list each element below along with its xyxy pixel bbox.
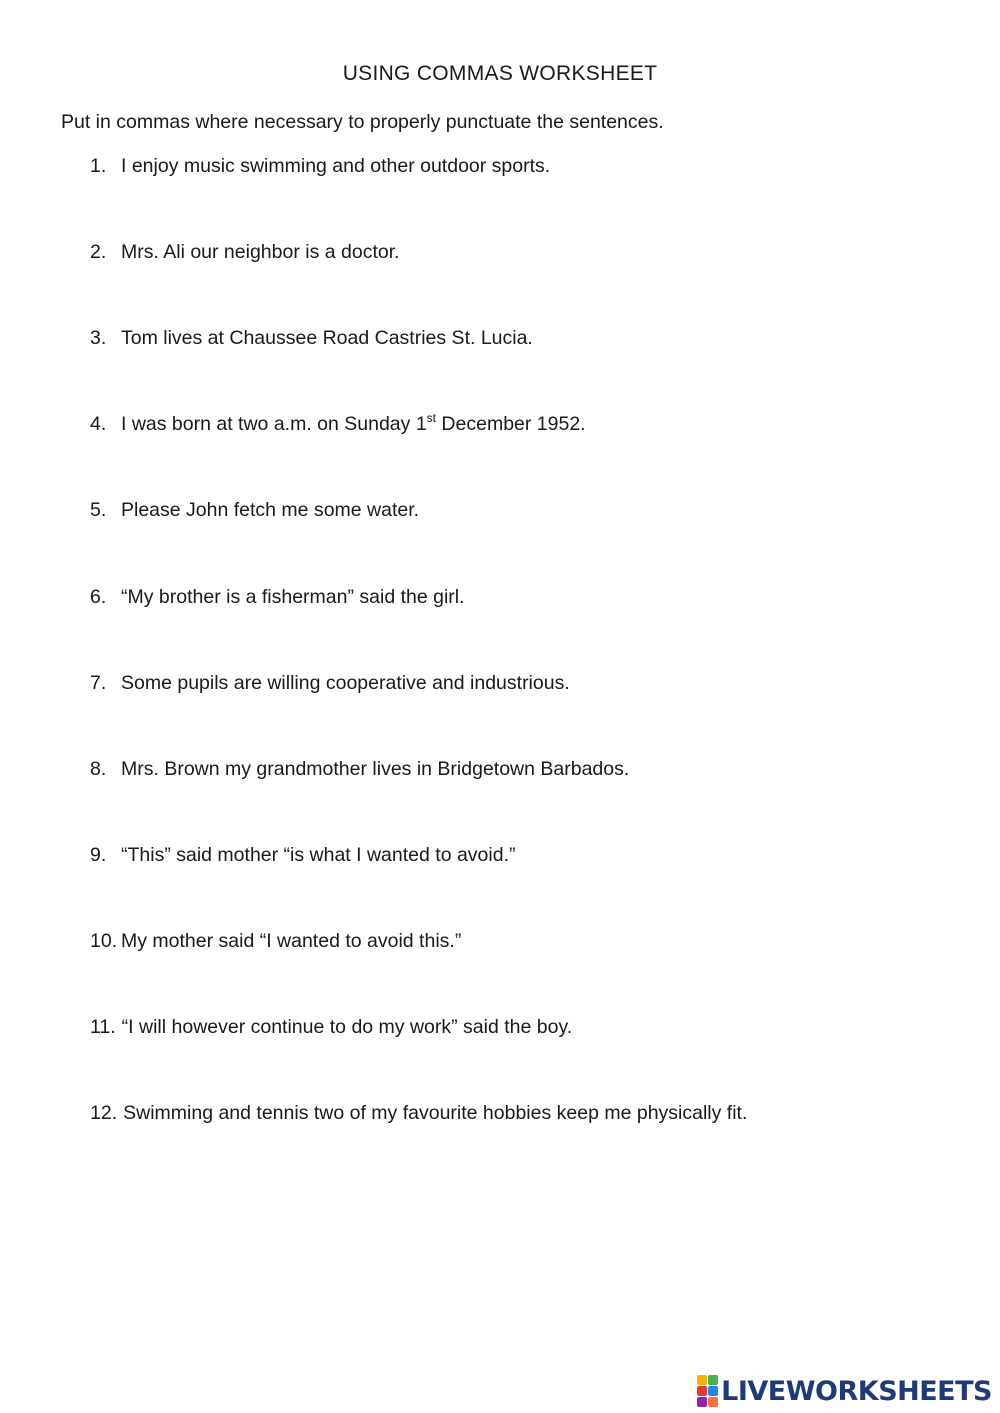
- question-number: 1.: [90, 155, 107, 177]
- question-number: 8.: [90, 758, 107, 780]
- question-item: [90, 327, 533, 350]
- question-item: [90, 672, 570, 695]
- question-text: Some pupils are willing cooperative and industrious.: [121, 672, 570, 694]
- question-item: [90, 586, 465, 609]
- question-item: [90, 413, 586, 436]
- question-text: Mrs. Brown my grandmother lives in Bridgetown Barbados.: [121, 758, 630, 780]
- question-text: I was born at two a.m. on Sunday 1: [121, 413, 427, 435]
- question-item: [90, 155, 550, 178]
- question-number: 6.: [90, 586, 107, 608]
- question-number: 11.: [90, 1016, 116, 1038]
- question-number: 4.: [90, 413, 107, 435]
- question-text: “I will however continue to do my work” said the boy.: [121, 1016, 573, 1038]
- question-text: Swimming and tennis two of my favourite hobbies keep me physically fit.: [123, 1102, 748, 1124]
- ordinal-suffix: st: [426, 411, 437, 425]
- question-item: [90, 758, 629, 781]
- question-item: [90, 1016, 572, 1039]
- question-item: [90, 1102, 747, 1125]
- question-number: 7.: [90, 672, 107, 694]
- question-text: Tom lives at Chaussee Road Castries St. Lucia.: [121, 327, 533, 349]
- question-text: Mrs. Ali our neighbor is a doctor.: [121, 241, 400, 263]
- question-text: Please John fetch me some water.: [121, 499, 420, 521]
- question-item: [90, 844, 516, 867]
- worksheet-title: USING COMMAS WORKSHEET: [342, 62, 658, 85]
- question-text: “This” said mother “is what I wanted to avoid.”: [121, 844, 516, 866]
- logo-text: LIVEWORKSHEETS: [721, 1375, 992, 1407]
- worksheet-instructions: Put in commas where necessary to properly punctuate the sentences.: [61, 111, 664, 133]
- question-number: 3.: [90, 327, 107, 349]
- question-text-continued: December 1952.: [436, 413, 586, 435]
- question-number: 2.: [90, 241, 107, 263]
- question-text: My mother said “I wanted to avoid this.”: [121, 930, 462, 952]
- question-text: I enjoy music swimming and other outdoor sports.: [121, 155, 551, 177]
- question-item: [90, 499, 419, 522]
- question-number: 10.: [90, 930, 118, 952]
- liveworksheets-logo: [697, 1375, 992, 1407]
- logo-blocks-icon: [697, 1375, 718, 1407]
- question-number: 9.: [90, 844, 107, 866]
- question-text: “My brother is a fisherman” said the girl.: [121, 586, 465, 608]
- question-number: 5.: [90, 499, 107, 521]
- question-item: [90, 930, 461, 953]
- question-item: [90, 241, 400, 264]
- question-number: 12.: [90, 1102, 118, 1124]
